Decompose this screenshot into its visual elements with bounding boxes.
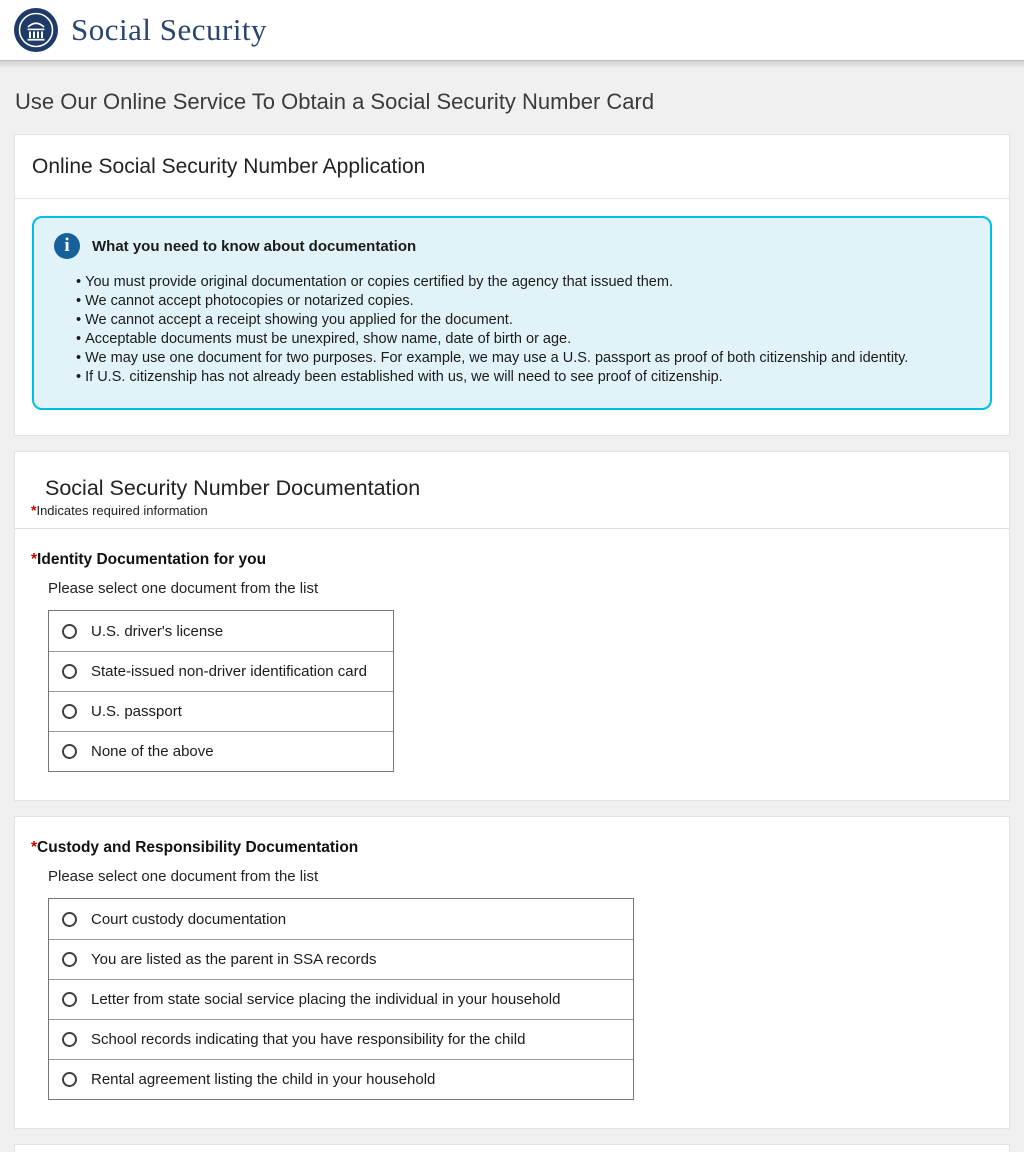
section-gap [0,801,1024,816]
radio-button-icon[interactable] [62,1032,77,1047]
radio-option-label: School records indicating that you have responsibility for the child [91,1031,526,1048]
custody-field-label: Custody and Responsibility Documentation [37,839,359,856]
site-header [0,0,1024,60]
site-logo-text: Social Security [71,12,268,47]
identity-field-label: Identity Documentation for you [37,551,267,568]
identity-documentation-field [15,529,1009,800]
custody-documentation-card [14,816,1010,1129]
info-icon [54,233,80,259]
radio-button-icon[interactable] [62,744,77,759]
identity-field-instruction: Please select one document from the list [48,580,319,597]
custody-field-label-line [31,839,993,857]
next-section-card-edge [14,1144,1010,1152]
page-title: Use Our Online Service To Obtain a Social Security Number Card [15,89,655,114]
documentation-section-header [15,452,1009,529]
radio-button-icon[interactable] [62,1072,77,1087]
radio-button-icon[interactable] [62,704,77,719]
radio-option-label: Letter from state social service placing the individual in your household [91,991,561,1008]
radio-button-icon[interactable] [62,664,77,679]
info-bullet: • We cannot accept photocopies or notarized copies. [76,292,970,311]
radio-option-us-drivers-license[interactable] [49,611,393,651]
radio-button-icon[interactable] [62,912,77,927]
header-divider [0,60,1024,69]
radio-option-label: U.S. passport [91,703,182,720]
application-card [14,134,1010,436]
info-box-header [46,233,970,259]
radio-option-label: State-issued non-driver identification card [91,663,367,680]
section-gap [0,436,1024,451]
radio-option-label: Court custody documentation [91,910,287,928]
radio-option-court-custody[interactable] [49,899,633,939]
section-gap [0,1129,1024,1144]
custody-field-instruction: Please select one document from the list [48,868,319,885]
radio-option-rental-agreement[interactable] [49,1059,633,1099]
required-note-text: Indicates required information [36,503,208,518]
info-bullet: • We may use one document for two purposes. For example, we may use a U.S. passport as proof of both citizenship and identity. [76,349,970,368]
radio-option-us-passport[interactable] [49,691,393,731]
card-divider [15,198,1009,199]
required-note [31,502,993,518]
info-box-title: What you need to know about documentation [92,237,417,255]
documentation-info-box [32,216,992,410]
radio-option-none-of-the-above[interactable] [49,731,393,771]
radio-button-icon[interactable] [62,952,77,967]
radio-option-label: U.S. driver's license [91,622,224,640]
info-bullet-list [46,273,970,387]
info-bullet: • You must provide original documentation or copies certified by the agency that issued them. [76,273,970,292]
info-bullet: • If U.S. citizenship has not already been established with us, we will need to see proof of citizenship. [76,368,970,387]
info-bullet: • Acceptable documents must be unexpired, show name, date of birth or age. [76,330,970,349]
radio-button-icon[interactable] [62,992,77,1007]
required-asterisk: * [31,551,38,568]
ssa-seal-icon [14,8,58,52]
required-asterisk: * [31,839,38,856]
custody-documentation-field [15,817,1009,1128]
radio-option-state-social-service-letter[interactable] [49,979,633,1019]
radio-option-label: Rental agreement listing the child in your household [91,1071,436,1088]
custody-options-list [48,898,634,1100]
radio-option-label: You are listed as the parent in SSA records [91,951,377,968]
documentation-card [14,451,1010,801]
info-bullet: • We cannot accept a receipt showing you applied for the document. [76,311,970,330]
radio-option-school-records[interactable] [49,1019,633,1059]
required-asterisk: * [31,502,37,518]
radio-button-icon[interactable] [62,624,77,639]
ssa-logo-link[interactable] [14,8,267,52]
documentation-section-title: Social Security Number Documentation [45,476,421,500]
identity-field-label-line [31,551,993,569]
radio-option-label: None of the above [91,743,214,760]
application-card-title: Online Social Security Number Application [32,155,426,178]
radio-option-state-id-card[interactable] [49,651,393,691]
radio-option-parent-in-ssa-records[interactable] [49,939,633,979]
identity-options-list [48,610,394,772]
